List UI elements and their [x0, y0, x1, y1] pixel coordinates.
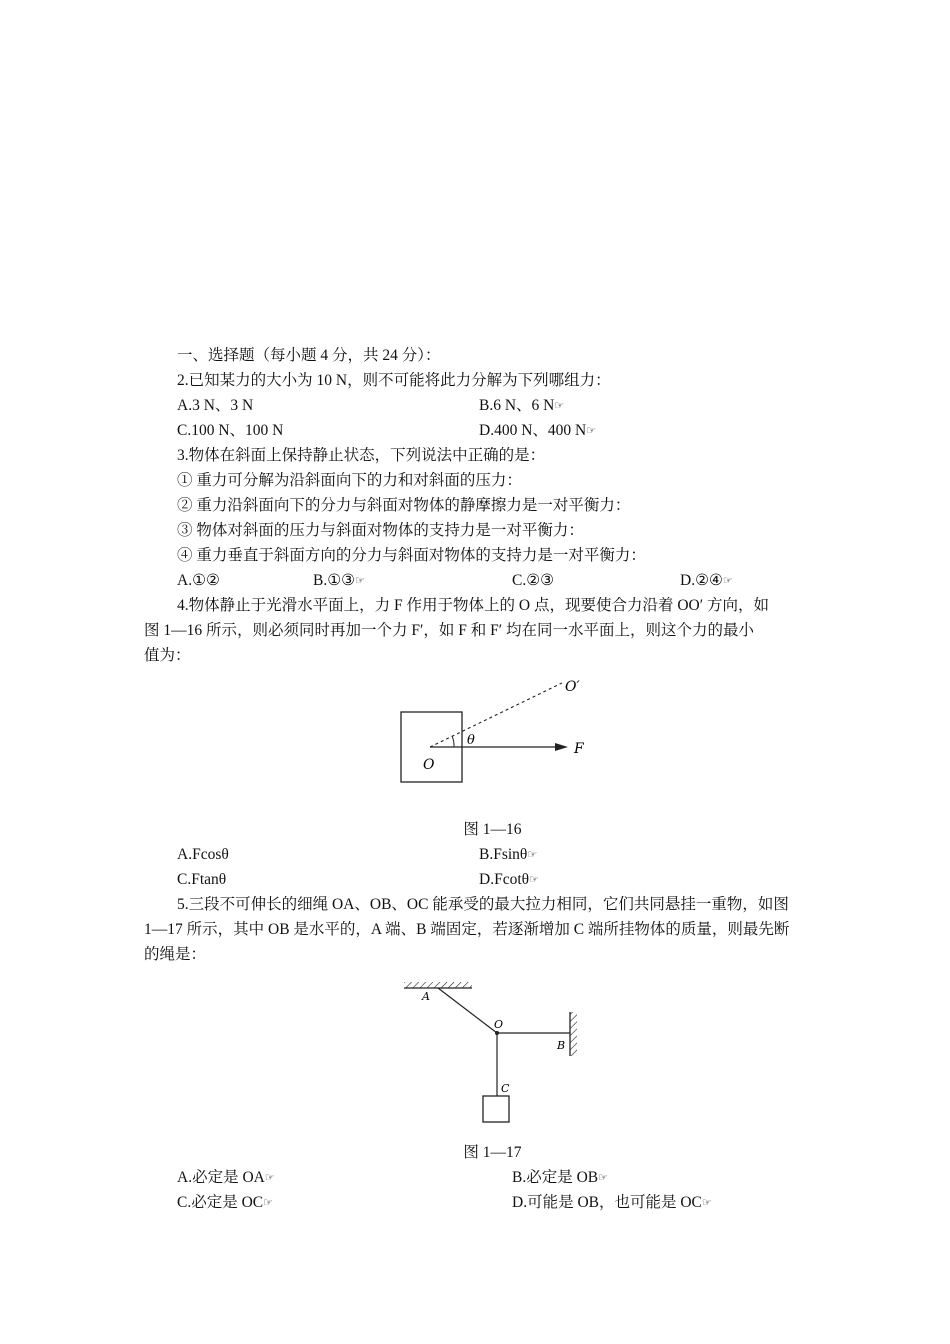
q5-option-d: D.可能是 OB，也可能是 OC☞ — [512, 1194, 711, 1211]
ceiling-hatch — [404, 982, 472, 988]
arrow-head-icon — [555, 743, 568, 751]
section-title: 一、选择题（每小题 4 分，共 24 分）： — [177, 347, 441, 364]
hand-pointer-icon: ☞ — [264, 1172, 274, 1184]
q3-statement-2: ② 重力沿斜面向下的分力与斜面对物体的静摩擦力是一对平衡力： — [177, 497, 631, 514]
q5-stem-line-3: 的绳是： — [144, 946, 207, 963]
hand-pointer-icon: ☞ — [527, 849, 537, 861]
label-c: C — [501, 1082, 510, 1095]
oo-prime-dashed-line — [430, 683, 562, 747]
hand-pointer-icon: ☞ — [263, 1197, 272, 1209]
figure-1-16-caption: 图 1—16 — [463, 821, 522, 838]
q3-option-c: C.②③ — [512, 572, 555, 589]
q3-statement-3: ③ 物体对斜面的压力与斜面对物体的支持力是一对平衡力： — [177, 522, 584, 539]
q3-option-a: A.①② — [177, 572, 220, 589]
label-o: O — [423, 757, 435, 773]
label-b: B — [557, 1039, 566, 1052]
label-theta: θ — [467, 733, 475, 748]
rope-oa — [438, 988, 497, 1033]
hand-pointer-icon: ☞ — [355, 575, 364, 587]
hand-pointer-icon: ☞ — [722, 575, 732, 587]
q3-statement-1: ① 重力可分解为沿斜面向下的力和对斜面的压力： — [177, 472, 522, 489]
q3-stem: 3.物体在斜面上保持静止状态，下列说法中正确的是： — [177, 447, 546, 464]
q4-option-d: D.Fcotθ☞ — [479, 871, 538, 888]
q4-option-b: B.Fsinθ☞ — [479, 846, 537, 863]
theta-arc — [452, 736, 454, 747]
q2-option-c: C.100 N、100 N — [177, 422, 284, 439]
hand-pointer-icon: ☞ — [529, 874, 538, 886]
q3-option-b: B.①③☞ — [313, 572, 364, 589]
q3-statement-4: ④ 重力垂直于斜面方向的分力与斜面对物体的支持力是一对平衡力： — [177, 547, 646, 564]
figure-1-17-caption: 图 1—17 — [463, 1144, 522, 1161]
q4-stem-line-3: 值为： — [144, 647, 191, 664]
q5-option-b: B.必定是 OB☞ — [512, 1169, 607, 1186]
wall-hatch — [570, 1012, 577, 1056]
q5-stem-line-2: 1—17 所示，其中 OB 是水平的，A 端、B 端固定，若逐渐增加 C 端所挂物体的质量，则最先断 — [144, 921, 790, 938]
label-f: F — [574, 741, 584, 757]
q5-option-a: A.必定是 OA☞ — [177, 1169, 274, 1186]
hanging-weight — [483, 1096, 509, 1122]
figure-1-16 — [390, 672, 600, 787]
q2-option-a: A.3 N、3 N — [177, 397, 254, 414]
knot-o — [495, 1031, 499, 1035]
label-a: A — [422, 990, 430, 1003]
hand-pointer-icon: ☞ — [586, 425, 596, 437]
q2-option-b: B.6 N、6 N☞ — [479, 397, 564, 414]
hand-pointer-icon: ☞ — [554, 400, 564, 412]
figure-1-17 — [396, 976, 586, 1128]
q3-option-d: D.②④☞ — [680, 572, 732, 589]
q4-stem-line-2: 图 1—16 所示，则必须同时再加一个力 F′，如 F 和 F′ 均在同一水平面上，则这个力的最小 — [144, 622, 755, 639]
label-o: O — [494, 1018, 504, 1031]
hand-pointer-icon: ☞ — [598, 1172, 607, 1184]
label-o-prime: O′ — [565, 679, 580, 695]
q5-stem-line-1: 5.三段不可伸长的细绳 OA、OB、OC 能承受的最大拉力相同，它们共同悬挂一重物，如图 — [177, 896, 789, 913]
hand-pointer-icon: ☞ — [701, 1197, 711, 1209]
q2-option-d: D.400 N、400 N☞ — [479, 422, 596, 439]
q4-option-a: A.Fcosθ — [177, 846, 229, 863]
q5-option-c: C.必定是 OC☞ — [177, 1194, 272, 1211]
q2-stem: 2.已知某力的大小为 10 N，则不可能将此力分解为下列哪组力： — [177, 372, 611, 389]
q4-stem-line-1: 4.物体静止于光滑水平面上，力 F 作用于物体上的 O 点，现要使合力沿着 OO′ 方向，如 — [177, 597, 769, 614]
q4-option-c: C.Ftanθ — [177, 871, 227, 888]
